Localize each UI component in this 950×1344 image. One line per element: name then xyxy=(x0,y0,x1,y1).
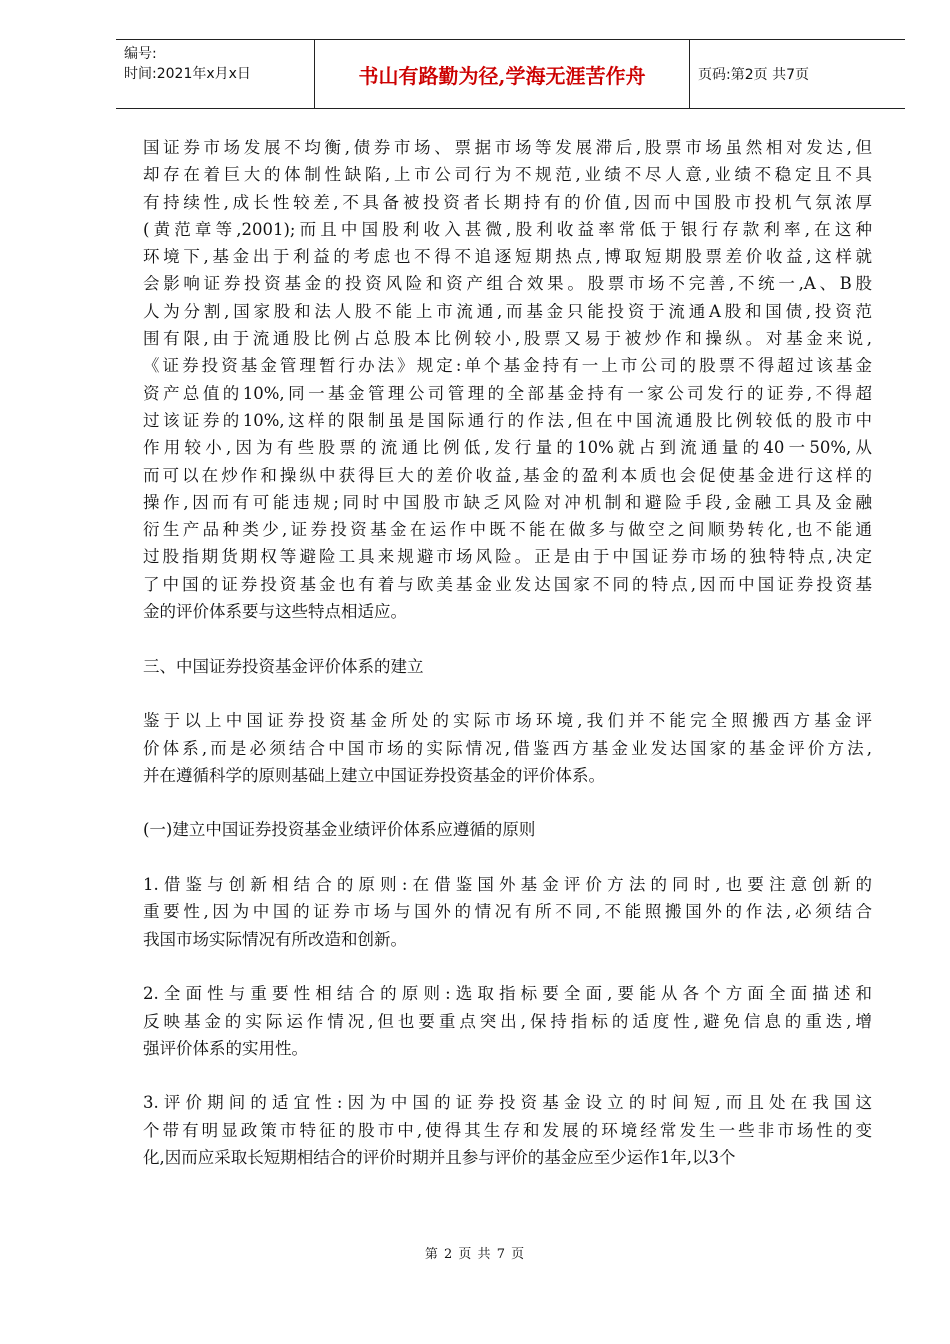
text-line: 却存在着巨大的体制性缺陷,上市公司行为不规范,业绩不尽人意,业绩不稳定且不具 xyxy=(143,165,872,185)
page-footer: 第 2 页 共 7 页 xyxy=(424,1247,526,1262)
text-line: 2.全面性与重要性相结合的原则:选取指标要全面,要能从各个方面全面描述和 xyxy=(143,984,872,1004)
header-page-info: 页码:第2页 共7页 xyxy=(698,67,809,83)
paragraph-gap xyxy=(143,1062,872,1089)
paragraph-gap xyxy=(143,625,872,652)
text-line: 过该证券的10%,这样的限制虽是国际通行的作法,但在中国流通股比例较低的股市中 xyxy=(143,410,872,430)
paragraph xyxy=(143,134,872,625)
text-line: (一)建立中国证券投资基金业绩评价体系应遵循的原则 xyxy=(143,820,536,840)
text-line: 《证券投资基金管理暂行办法》规定:单个基金持有一上市公司的股票不得超过该基金 xyxy=(143,356,872,376)
text-line: 重要性,因为中国的证券市场与国外的情况有所不同,不能照搬国外的作法,必须结合 xyxy=(143,902,872,922)
text-line: 操作,因而有可能违规;同时中国股市缺乏风险对冲机制和避险手段,金融工具及金融 xyxy=(143,492,872,512)
paragraph-gap xyxy=(143,953,872,980)
text-line: 国证券市场发展不均衡,债券市场、票据市场等发展滞后,股票市场虽然相对发达,但 xyxy=(143,138,872,157)
document-body xyxy=(143,134,872,1171)
paragraph xyxy=(143,1089,872,1171)
paragraph xyxy=(143,871,872,953)
paragraph-gap xyxy=(143,844,872,871)
text-line: (黄范章等,2001);而且中国股利收入甚微,股利收益率常低于银行存款利率,在这种 xyxy=(143,219,872,239)
text-line: 强评价体系的实用性。 xyxy=(143,1038,308,1058)
text-line: 并在遵循科学的原则基础上建立中国证券投资基金的评价体系。 xyxy=(143,765,605,785)
code-label: 编号: xyxy=(124,46,157,62)
text-line: 个带有明显政策市特征的股市中,使得其生存和发展的环境经常发生一些非市场性的变 xyxy=(143,1120,872,1140)
paragraph-gap xyxy=(143,789,872,816)
text-line: 资产总值的10%,同一基金管理公司管理的全部基金持有一家公司发行的证券,不得超 xyxy=(143,383,872,403)
text-line: 衍生产品种类少,证券投资基金在运作中既不能在做多与做空之间顺势转化,也不能通 xyxy=(143,520,872,540)
paragraph xyxy=(143,707,872,789)
text-line: 1.借鉴与创新相结合的原则:在借鉴国外基金评价方法的同时,也要注意创新的 xyxy=(143,875,872,895)
text-line: 而可以在炒作和操纵中获得巨大的差价收益,基金的盈利本质也会促使基金进行这样的 xyxy=(143,465,872,485)
text-line: 化,因而应采取长短期相结合的评价时期并且参与评价的基金应至少运作1年,以3个 xyxy=(143,1147,736,1167)
text-line: 会影响证券投资基金的投资风险和资产组合效果。股票市场不完善,不统一,A、B股 xyxy=(143,274,872,294)
header-table xyxy=(116,39,905,109)
paragraph xyxy=(143,816,872,843)
text-line: 环境下,基金出于利益的考虑也不得不追逐短期热点,博取短期股票差价收益,这样就 xyxy=(143,247,872,267)
text-line: 反映基金的实际运作情况,但也要重点突出,保持指标的适度性,避免信息的重迭,增 xyxy=(143,1011,872,1031)
text-line: 鉴于以上中国证券投资基金所处的实际市场环境,我们并不能完全照搬西方基金评 xyxy=(143,711,872,731)
text-line: 人为分割,国家股和法人股不能上市流通,而基金只能投资于流通A股和国债,投资范 xyxy=(143,301,872,321)
text-line: 价体系,而是必须结合中国市场的实际情况,借鉴西方基金业发达国家的基金评价方法, xyxy=(143,738,872,758)
text-line: 围有限,由于流通股比例占总股本比例较小,股票又易于被炒作和操纵。对基金来说, xyxy=(143,329,872,349)
text-line: 三、中国证券投资基金评价体系的建立 xyxy=(143,656,424,676)
text-line: 过股指期货期权等避险工具来规避市场风险。正是由于中国证券市场的独特特点,决定 xyxy=(143,547,872,567)
text-line: 作用较小,因为有些股票的流通比例低,发行量的10%就占到流通量的40一50%,从 xyxy=(143,438,872,458)
paragraph-gap xyxy=(143,680,872,707)
text-line: 金的评价体系要与这些特点相适应。 xyxy=(143,602,407,622)
time-label: 时间:2021年x月x日 xyxy=(124,66,251,82)
text-line: 我国市场实际情况有所改造和创新。 xyxy=(143,929,407,949)
text-line: 3.评价期间的适宜性:因为中国的证券投资基金设立的时间短,而且处在我国这 xyxy=(143,1093,872,1113)
text-line: 了中国的证券投资基金也有着与欧美基金业发达国家不同的特点,因而中国证券投资基 xyxy=(143,574,872,594)
header-meta-cell xyxy=(116,40,313,108)
header-motto: 书山有路勤为径,学海无涯苦作舟 xyxy=(358,63,646,88)
paragraph xyxy=(143,980,872,1062)
paragraph xyxy=(143,653,872,680)
text-line: 有持续性,成长性较差,不具备被投资者长期持有的价值,因而中国股市投机气氛浓厚 xyxy=(143,192,872,212)
